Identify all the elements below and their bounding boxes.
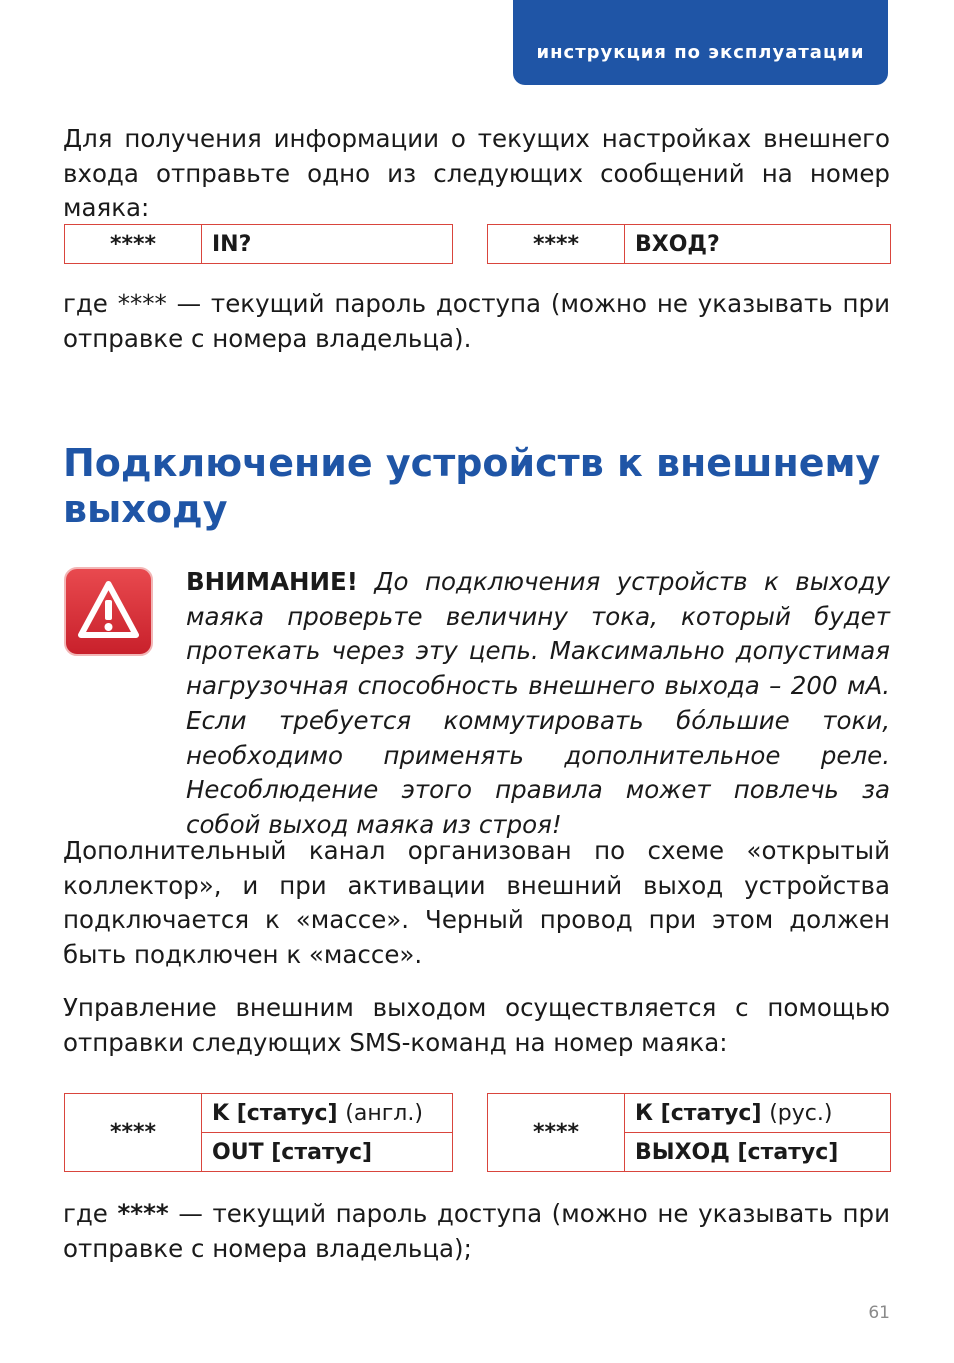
command-cell <box>202 1094 453 1133</box>
command-note: (рус.) <box>769 1100 833 1126</box>
warning-label: ВНИМАНИЕ! <box>186 567 358 596</box>
password-note-1: где **** — текущий пароль доступа (можно не указывать при отправке с номера владельца). <box>63 289 890 353</box>
control-paragraph: Управление внешним выходом осуществляется с помощью отправки следующих SMS-команд на номер маяка: <box>63 993 890 1057</box>
header-tab <box>513 0 888 85</box>
command-cell <box>625 1094 891 1133</box>
header-title: инструкция по эксплуатации <box>536 42 865 63</box>
command-text: K [статус] <box>212 1100 338 1126</box>
command-cell: IN? <box>202 225 453 264</box>
command-cell: ВЫХОД [статус] <box>625 1133 891 1172</box>
channel-paragraph: Дополнительный канал организован по схеме «открытый коллектор», и при активации внешний выход устройства подключается к «массе». Черный провод при этом должен быть подключен к «массе». <box>63 836 890 969</box>
password-cell: **** <box>488 225 625 264</box>
command-note: (англ.) <box>345 1100 423 1126</box>
table-row <box>65 1094 453 1133</box>
password-note-2 <box>63 1197 890 1266</box>
page-number: 61 <box>868 1303 890 1323</box>
table-row <box>65 225 453 264</box>
command-text: К [статус] <box>635 1100 762 1126</box>
password-cell: **** <box>65 1094 202 1172</box>
section-heading: Подключение устройств к внешнему выходу <box>63 441 881 531</box>
table-row <box>488 1094 891 1133</box>
output-command-table-ru <box>487 1093 891 1172</box>
query-command-table-ru <box>487 224 891 264</box>
query-command-table-en <box>64 224 453 264</box>
command-cell: ВХОД? <box>625 225 891 264</box>
table-row <box>488 225 891 264</box>
command-cell: OUT [статус] <box>202 1133 453 1172</box>
note-rest: — текущий пароль доступа (можно не указывать при отправке с номера владельца); <box>63 1199 891 1263</box>
intro-paragraph: Для получения информации о текущих настройках внешнего входа отправьте одно из следующих сообщений на номер маяка: <box>63 124 890 222</box>
warning-body: До подключения устройств к выходу маяка проверьте величину тока, который будет протекать через эту цепь. Максимально допустимая нагрузочная способность внешнего выхода – 200 мА. Если требуется коммутировать бо́льшие токи, необходимо применять дополнительное реле. Несоблюдение этого правила может повлечь за собой выход маяка из строя! <box>186 567 890 839</box>
warning-triangle-icon <box>64 567 153 656</box>
output-command-table-en <box>64 1093 453 1172</box>
password-cell: **** <box>65 225 202 264</box>
warning-text <box>186 565 890 843</box>
password-cell: **** <box>488 1094 625 1172</box>
note-stars: **** <box>117 1199 169 1228</box>
note-prefix: где <box>63 1199 108 1228</box>
